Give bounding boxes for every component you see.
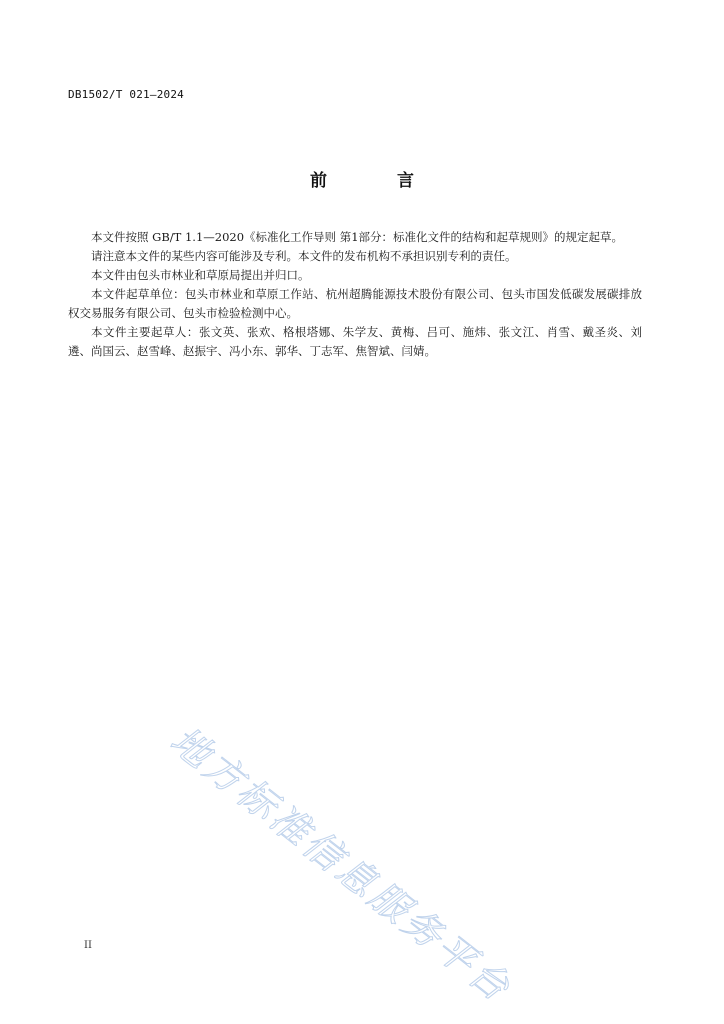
paragraph-drafting-rules: 本文件按照 GB/T 1.1—2020《标准化工作导则 第1部分：标准化文件的结构和起草规则》的规定起草。 — [91, 230, 624, 244]
page-number: II — [84, 940, 92, 951]
paragraph-drafting-units: 本文件起草单位：包头市林业和草原工作站、杭州超腾能源技术股份有限公司、包头市国发低碳发展碳排放权交易服务有限公司、包头市检验检测中心。 — [68, 287, 642, 320]
watermark-text: 地方标准信息服务平台 — [162, 717, 521, 1012]
paragraph-patent-notice: 请注意本文件的某些内容可能涉及专利。本文件的发布机构不承担识别专利的责任。 — [91, 249, 517, 263]
paragraph-proposer: 本文件由包头市林业和草原局提出并归口。 — [91, 268, 310, 282]
foreword-body — [68, 228, 642, 361]
section-title-foreword: 前 言 — [310, 171, 446, 191]
document-number: DB1502/T 021—2024 — [68, 88, 184, 101]
paragraph-drafters: 本文件主要起草人：张文英、张欢、格根塔娜、朱学友、黄梅、吕可、施炜、张文江、肖雪、戴圣炎、刘遴、尚国云、赵雪峰、赵振宇、冯小东、郭华、丁志军、焦智斌、闫婧。 — [68, 325, 642, 358]
